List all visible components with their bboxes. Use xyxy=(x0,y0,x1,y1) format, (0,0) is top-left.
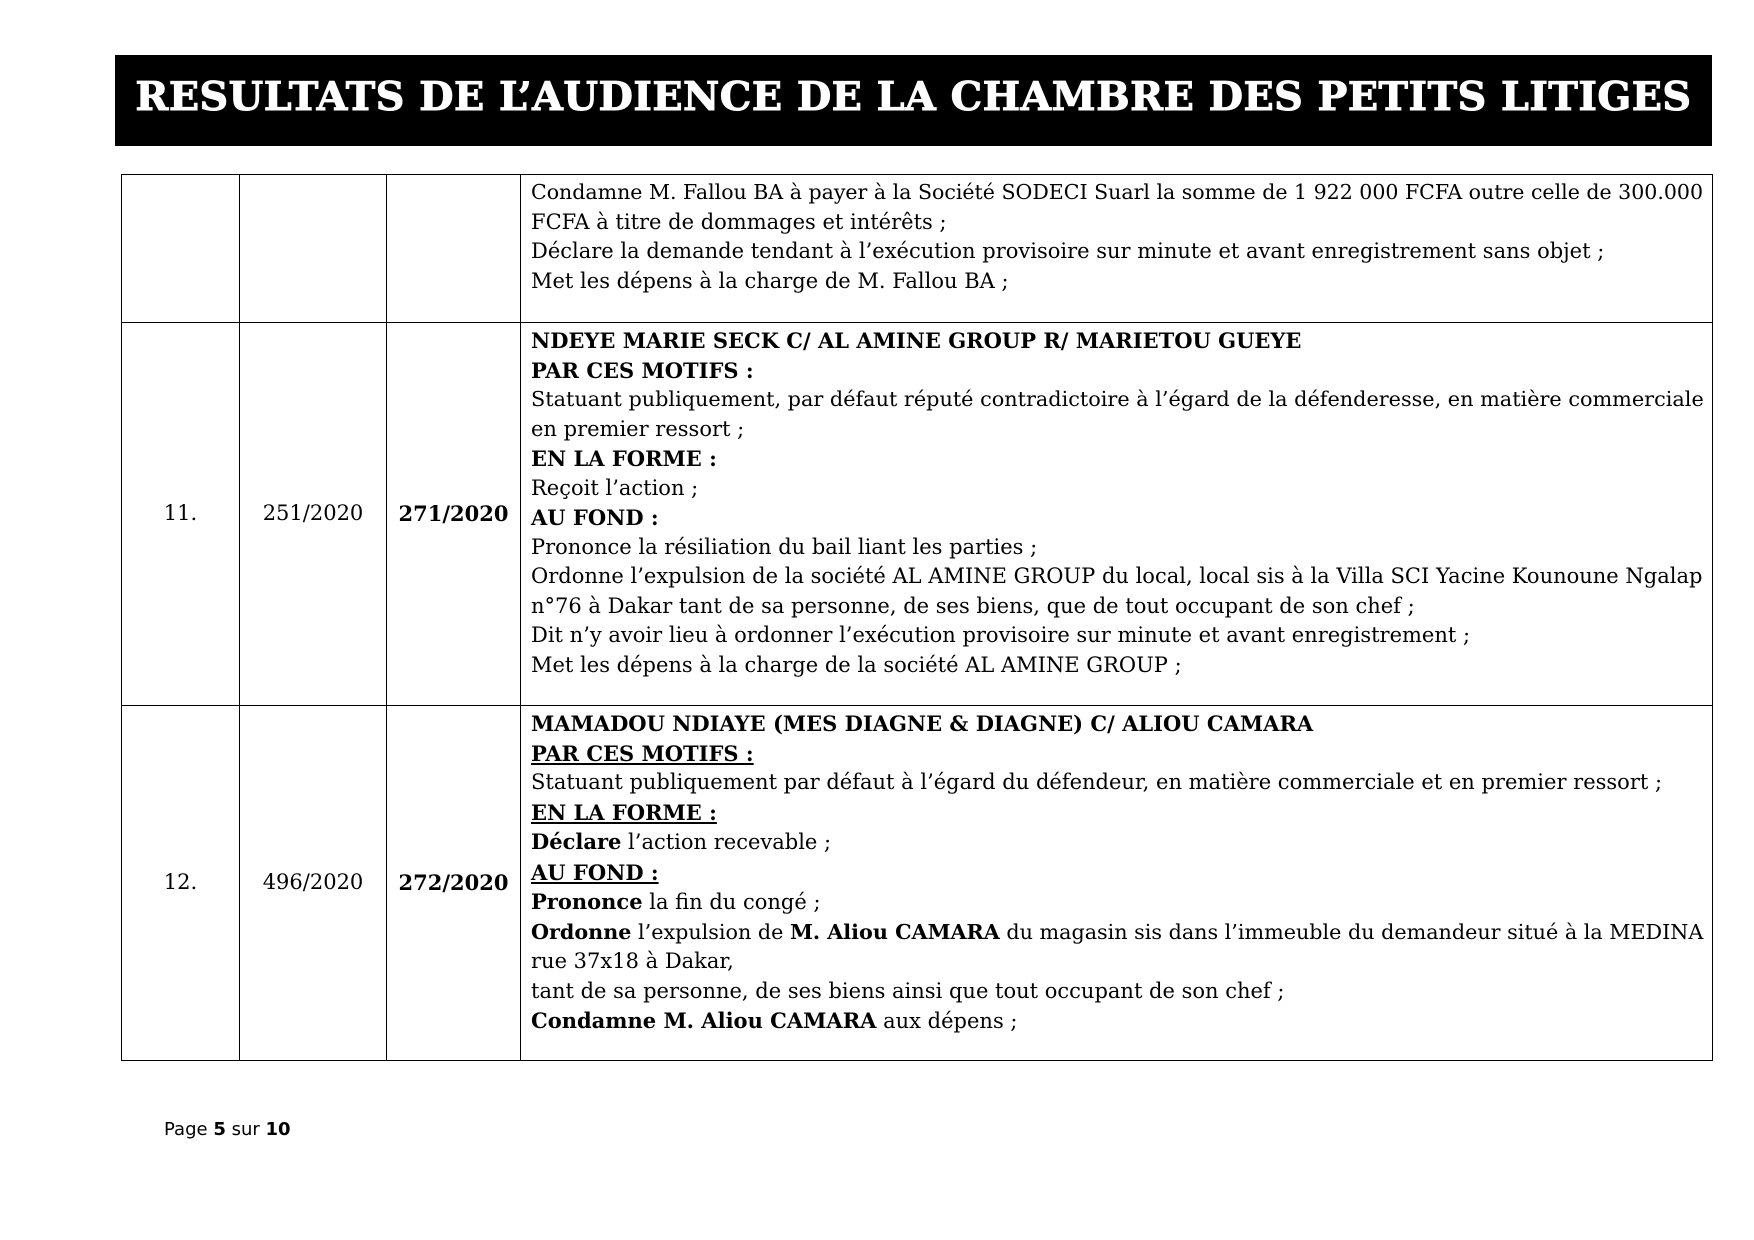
decision-text: du magasin sis dans l’immeuble du demandeur situé à la MEDINA xyxy=(999,919,1704,944)
decision-keyword: Ordonne xyxy=(531,919,632,944)
section-heading-fond: AU FOND : xyxy=(531,505,659,530)
page-of-label: sur xyxy=(225,1119,266,1140)
decision-text: l’expulsion de xyxy=(631,919,790,944)
section-heading-forme: EN LA FORME : xyxy=(531,799,717,825)
decision-line: en premier ressort ; xyxy=(531,416,745,441)
decision-line: rue 37x18 à Dakar, xyxy=(531,949,734,973)
judgment-number-cell: 272/2020 xyxy=(387,706,521,1061)
decision-text: la fin du congé ; xyxy=(642,890,821,914)
decision-line: n°76 à Dakar tant de sa personne, de ses biens, que de tout occupant de son chef ; xyxy=(531,593,1415,618)
decision-line: Déclare la demande tendant à l’exécution provisoire sur minute et avant enregistrement sans objet ; xyxy=(531,239,1605,263)
decision-text: aux dépens ; xyxy=(876,1009,1018,1033)
decision-line xyxy=(531,918,1704,948)
decision-line: Prononce la résiliation du bail liant les parties ; xyxy=(531,534,1038,559)
decision-keyword: Déclare xyxy=(531,829,622,854)
decision-line: Statuant publiquement, par défaut réputé contradictoire à l’égard de la défenderesse, en matière commerciale xyxy=(531,387,1704,411)
decision-line: Met les dépens à la charge de M. Fallou BA ; xyxy=(531,268,1009,293)
rg-number-cell: 496/2020 xyxy=(240,706,387,1061)
case-parties: MAMADOU NDIAYE (MES DIAGNE & DIAGNE) C/ ALIOU CAMARA xyxy=(531,711,1314,736)
decision-text: l’action recevable ; xyxy=(621,830,832,854)
decision-line: Reçoit l’action ; xyxy=(531,475,699,500)
decision-line: FCFA à titre de dommages et intérêts ; xyxy=(531,209,947,234)
rg-number-cell: 251/2020 xyxy=(240,323,387,706)
section-heading-motifs: PAR CES MOTIFS : xyxy=(531,357,754,383)
table-row xyxy=(122,323,1713,706)
decision-line: Met les dépens à la charge de la société AL AMINE GROUP ; xyxy=(531,652,1182,677)
page-total: 10 xyxy=(265,1119,291,1140)
table-row xyxy=(122,706,1713,1061)
case-parties: NDEYE MARIE SECK C/ AL AMINE GROUP R/ MARIETOU GUEYE xyxy=(531,328,1302,353)
page-current: 5 xyxy=(213,1119,226,1140)
section-heading-forme: EN LA FORME : xyxy=(531,446,717,471)
page-label: Page xyxy=(164,1119,214,1140)
judgment-number-cell xyxy=(387,175,521,323)
section-heading-motifs: PAR CES MOTIFS : xyxy=(531,740,754,766)
decision-line xyxy=(531,827,1704,858)
section-heading-fond: AU FOND : xyxy=(531,859,659,885)
decision-text-cell xyxy=(521,175,1713,323)
header-banner xyxy=(115,55,1712,146)
page-title: RESULTATS DE L’AUDIENCE DE LA CHAMBRE DES PETITS LITIGES xyxy=(135,73,1692,120)
judgment-number-cell: 271/2020 xyxy=(387,323,521,706)
decision-line: Ordonne l’expulsion de la société AL AMINE GROUP du local, local sis à la Villa SCI Yacine Kounoune Ngalap xyxy=(531,564,1703,588)
row-number-cell: 12. xyxy=(122,706,240,1061)
decision-line: tant de sa personne, de ses biens ainsi que tout occupant de son chef ; xyxy=(531,978,1285,1003)
decision-line: Dit n’y avoir lieu à ordonner l’exécution provisoire sur minute et avant enregistrement ; xyxy=(531,623,1471,647)
defendant-name: M. Aliou CAMARA xyxy=(789,919,1000,944)
results-table xyxy=(121,174,1713,1061)
row-number-cell xyxy=(122,175,240,323)
decision-line: Condamne M. Fallou BA à payer à la Société SODECI Suarl la somme de 1 922 000 FCFA outre celle de 300.000 xyxy=(531,180,1703,204)
row-number-cell: 11. xyxy=(122,323,240,706)
decision-keyword: Prononce xyxy=(531,889,643,914)
decision-line xyxy=(531,1006,1704,1037)
table-row xyxy=(122,175,1713,323)
decision-line: Statuant publiquement par défaut à l’égard du défendeur, en matière commerciale et en premier ressort ; xyxy=(531,770,1663,794)
decision-line xyxy=(531,887,1704,918)
rg-number-cell xyxy=(240,175,387,323)
decision-text-cell xyxy=(521,706,1713,1061)
page-footer xyxy=(164,1119,291,1140)
decision-text-cell xyxy=(521,323,1713,706)
decision-keyword: Condamne M. Aliou CAMARA xyxy=(531,1008,877,1033)
